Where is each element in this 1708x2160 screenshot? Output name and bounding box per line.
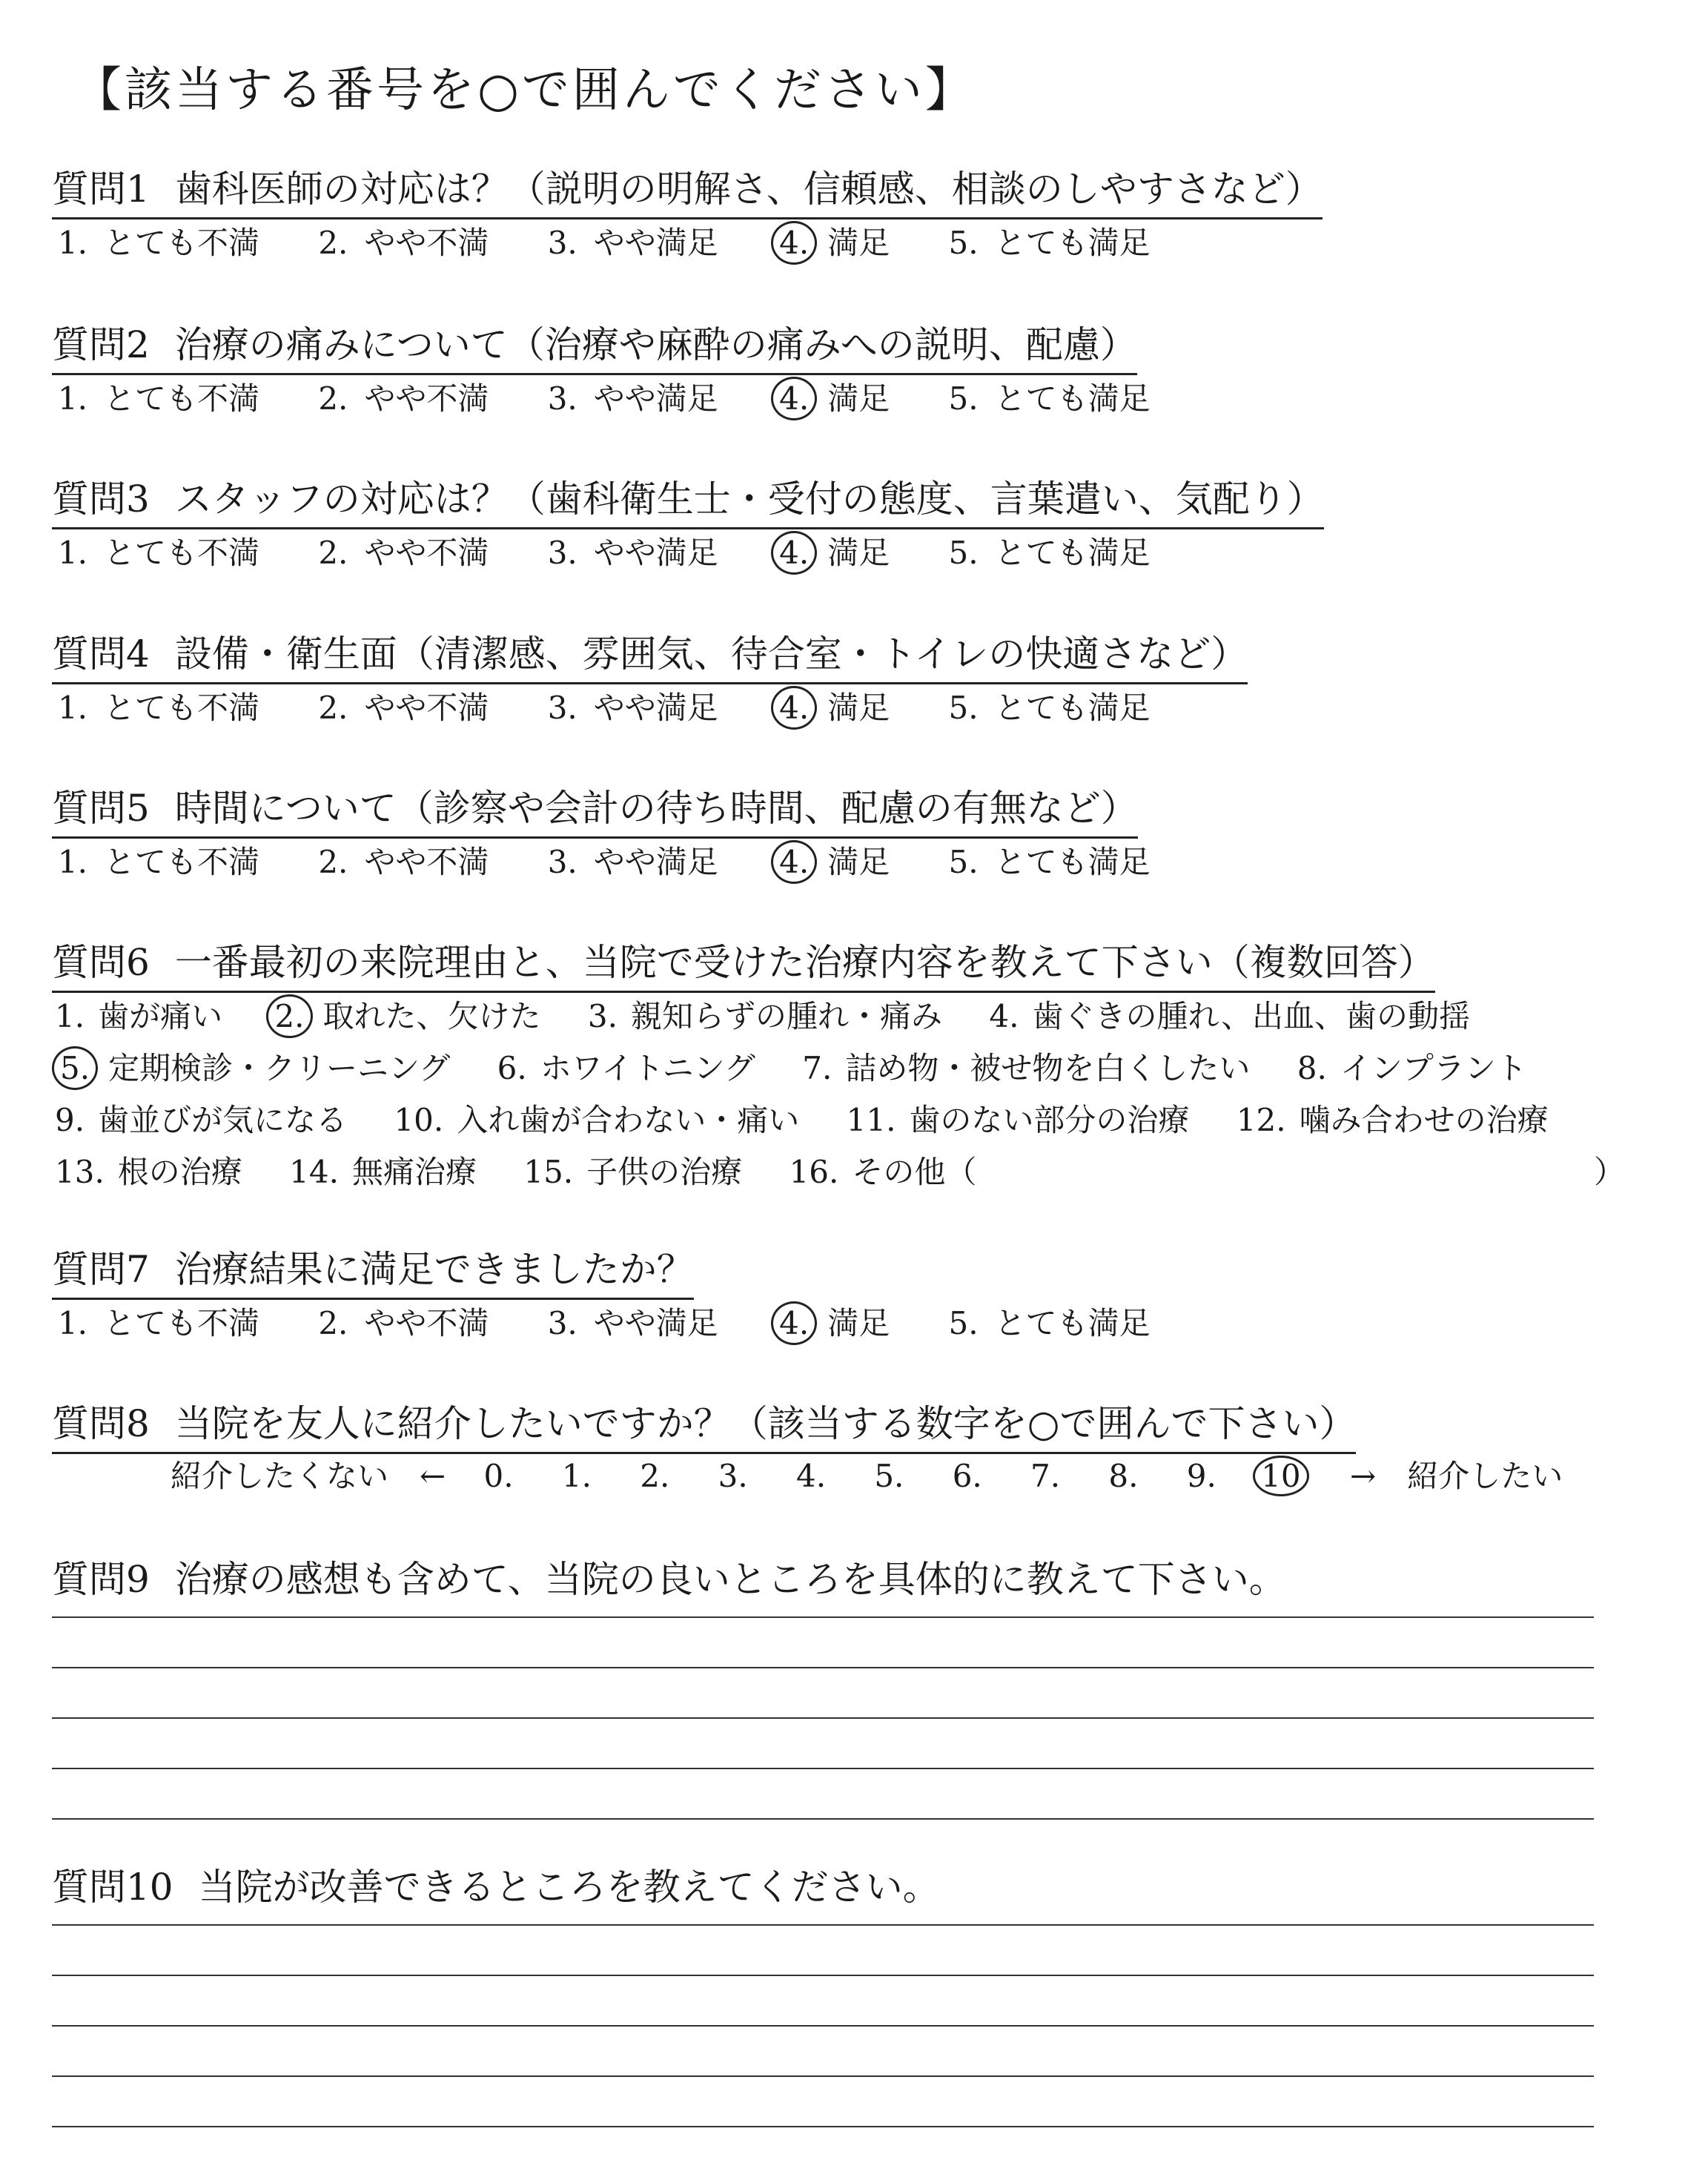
scale-value-2[interactable]: 2. [640,1458,670,1494]
option-number: 2. [318,225,348,261]
option-label: 満足 [827,1305,890,1341]
option-number: 5. [948,690,979,726]
question-1-options [52,219,1194,265]
option-label: やや不満 [364,225,489,261]
option-number-circled: 4. [771,221,817,265]
recommend-scale [156,1452,1578,1496]
q3-option-5[interactable] [943,529,1151,573]
option-label: 根の治療 [117,1154,242,1190]
q6-option-1[interactable] [52,992,222,1037]
question-7-heading [52,1240,694,1300]
question-9-text: 治療の感想も含めて、当院の良いところを具体的に教えて下さい。 [174,1558,1286,1601]
q2-option-4-selected[interactable] [771,374,890,420]
option-number: 11. [846,1102,896,1138]
option-label: 親知らずの腫れ・痛み [630,998,942,1034]
option-number: 14. [289,1154,339,1190]
question-5-heading [52,779,1138,839]
q4-option-2[interactable] [312,684,489,728]
q6-option-15[interactable] [520,1148,742,1192]
option-number: 3. [547,380,577,417]
q5-option-4-selected[interactable] [771,838,890,884]
option-label: その他（ [852,1154,977,1190]
question-4-options [52,684,1194,730]
scale-value-3[interactable]: 3. [718,1458,748,1494]
option-label: 満足 [827,380,890,417]
question-9-number: 質問9 [52,1558,150,1601]
scale-low-label: 紹介したくない [171,1458,389,1494]
option-label: やや満足 [593,380,718,417]
q6-option-14[interactable] [286,1148,477,1192]
q6-option-4[interactable] [986,992,1470,1037]
left-arrow-icon: ← [420,1458,446,1494]
question-4-text: 設備・衛生面（清潔感、雰囲気、待合室・トイレの快適さなど） [174,633,1248,676]
question-6-heading [52,933,1435,993]
option-number: 1. [57,1305,88,1341]
q3-option-2[interactable] [312,529,489,573]
option-label: とても満足 [994,690,1151,726]
q6-option-9[interactable] [52,1096,347,1140]
q6-option-8[interactable] [1294,1044,1527,1089]
option-number: 2. [318,535,348,571]
q2-option-1[interactable] [52,374,259,419]
question-6-number: 質問6 [52,941,150,984]
option-number: 1. [57,535,88,571]
option-number: 16. [789,1154,839,1190]
option-number: 2. [318,380,348,417]
option-label: 子供の治療 [586,1154,743,1190]
scale-value-7[interactable]: 7. [1030,1458,1061,1494]
q1-option-2[interactable] [312,219,489,263]
option-label: やや不満 [364,535,489,571]
option-number: 4. [989,998,1019,1034]
question-10-heading [52,1857,940,1915]
option-label: とても不満 [104,380,260,417]
question-3-options [52,529,1194,575]
q6-option-12[interactable] [1234,1096,1549,1140]
question-4-number: 質問4 [52,633,150,676]
option-label: やや不満 [364,1305,489,1341]
question-8-heading [52,1394,1356,1454]
q7-option-5[interactable] [943,1299,1151,1344]
question-7-options [52,1299,1194,1345]
question-3-heading [52,469,1324,529]
q2-option-5[interactable] [943,374,1151,419]
option-label: とても不満 [104,535,260,571]
option-number: 5. [948,380,979,417]
option-label: やや不満 [364,690,489,726]
option-number-circled: 4. [771,531,817,575]
q4-option-3[interactable] [542,684,718,728]
option-label: やや不満 [364,844,489,880]
option-number-circled: 4. [771,840,817,884]
answer-line[interactable] [52,1924,1594,1926]
option-number: 3. [547,225,577,261]
option-number: 3. [547,844,577,880]
q6-option-7[interactable] [799,1044,1250,1089]
question-3-number: 質問3 [52,478,150,521]
option-label: とても満足 [994,1305,1151,1341]
question-9-heading [52,1550,1286,1608]
question-2-options [52,374,1194,420]
option-number: 15. [523,1154,574,1190]
option-label: とても満足 [994,844,1151,880]
q4-option-5[interactable] [943,684,1151,728]
q1-option-3[interactable] [542,219,718,263]
answer-line[interactable] [52,2025,1594,2027]
option-number: 9. [55,1102,85,1138]
q1-option-4-selected[interactable] [771,219,890,265]
question-1-text: 歯科医師の対応は？（説明の明解さ、信頼感、相談のしやすさなど） [174,168,1323,211]
option-number: 5. [948,225,979,261]
answer-line[interactable] [52,1768,1594,1769]
option-number-circled: 5. [52,1046,98,1090]
scale-value-10-selected[interactable]: 10 [1253,1456,1308,1496]
q2-option-3[interactable] [542,374,718,419]
option-label: とても満足 [994,535,1151,571]
q7-option-2[interactable] [312,1299,489,1344]
q2-option-2[interactable] [312,374,489,419]
option-number: 2. [318,844,348,880]
option-label: とても不満 [104,844,260,880]
question-5-number: 質問5 [52,787,150,830]
question-8-number: 質問8 [52,1402,150,1445]
question-5-options [52,838,1194,884]
right-arrow-icon: → [1349,1458,1377,1494]
q6-option-16[interactable] [787,1148,977,1192]
other-close-paren: ） [1594,1154,1626,1190]
option-label: やや満足 [593,535,718,571]
question-1-heading [52,159,1323,219]
q6-option-6[interactable] [494,1044,755,1089]
q7-option-4-selected[interactable] [771,1299,890,1345]
option-number: 3. [547,535,577,571]
answer-line[interactable] [52,1818,1594,1820]
option-number-circled: 4. [771,377,817,420]
q6-option-10[interactable] [391,1096,799,1140]
q6-option-11[interactable] [844,1096,1190,1140]
q5-option-5[interactable] [943,838,1151,882]
option-number: 2. [318,690,348,726]
question-4-heading [52,624,1248,684]
option-label: とても満足 [994,380,1151,417]
option-label: 取れた、欠けた [322,998,541,1034]
q1-option-5[interactable] [943,219,1151,263]
option-label: とても不満 [104,690,260,726]
q3-option-4-selected[interactable] [771,529,890,575]
question-3-text: スタッフの対応は？（歯科衛生士・受付の態度、言葉遣い、気配り） [174,478,1324,521]
option-number: 1. [57,380,88,417]
question-1-number: 質問1 [52,168,150,211]
q1-option-1[interactable] [52,219,259,263]
option-label: 定期検診・クリーニング [108,1050,451,1086]
scale-value-8[interactable]: 8. [1108,1458,1139,1494]
option-label: やや満足 [593,844,718,880]
q6-option-13[interactable] [52,1148,242,1192]
q6-option-2-selected[interactable] [266,992,540,1038]
option-label: やや満足 [593,225,718,261]
q5-option-3[interactable] [542,838,718,882]
answer-line[interactable] [52,1717,1594,1719]
option-label: やや不満 [364,380,489,417]
q5-option-1[interactable] [52,838,259,882]
option-number: 12. [1236,1102,1286,1138]
question-2-heading [52,315,1137,375]
scale-value-5[interactable]: 5. [874,1458,904,1494]
option-label: 満足 [827,225,890,261]
option-label: 満足 [827,844,890,880]
option-number: 6. [497,1050,527,1086]
option-label: インプラント [1340,1050,1527,1086]
option-number: 5. [948,535,979,571]
option-label: とても不満 [104,225,260,261]
option-number-circled: 4. [771,1301,817,1345]
option-number: 3. [547,1305,577,1341]
option-number: 5. [948,1305,979,1341]
answer-line[interactable] [52,2075,1594,2077]
scale-value-1[interactable]: 1. [561,1458,592,1494]
scale-value-0[interactable]: 0. [483,1458,514,1494]
option-number-circled: 2. [266,994,312,1038]
question-2-text: 治療の痛みについて（治療や麻酔の痛みへの説明、配慮） [174,323,1137,366]
option-number: 1. [55,998,85,1034]
option-label: 歯並びが気になる [98,1102,348,1138]
question-6-text: 一番最初の来院理由と、当院で受けた治療内容を教えて下さい（複数回答） [174,941,1435,984]
option-number: 1. [57,225,88,261]
option-label: 満足 [827,535,890,571]
option-label: 無痛治療 [351,1154,477,1190]
option-number: 7. [802,1050,833,1086]
option-label: ホワイトニング [540,1050,755,1086]
q3-option-3[interactable] [542,529,718,573]
question-2-number: 質問2 [52,323,150,366]
option-number: 5. [948,844,979,880]
option-number: 1. [57,690,88,726]
q4-option-4-selected[interactable] [771,684,890,730]
question-8-text: 当院を友人に紹介したいですか？（該当する数字を○で囲んで下さい） [174,1402,1357,1445]
q7-option-1[interactable] [52,1299,259,1344]
option-label: 満足 [827,690,890,726]
option-number: 2. [318,1305,348,1341]
answer-line[interactable] [52,2126,1594,2127]
question-5-text: 時間について（診察や会計の待ち時間、配慮の有無など） [174,787,1138,830]
q4-option-1[interactable] [52,684,259,728]
q6-option-5-selected[interactable] [52,1044,450,1090]
scale-high-label: 紹介したい [1407,1458,1563,1494]
option-label: 入れ歯が合わない・痛い [457,1102,800,1138]
option-number: 13. [55,1154,105,1190]
scale-value-4[interactable]: 4. [795,1458,827,1494]
q5-option-2[interactable] [312,838,489,882]
scale-value-9[interactable]: 9. [1186,1458,1217,1494]
q6-option-3[interactable] [585,992,942,1037]
option-label: 詰め物・被せ物を白くしたい [845,1050,1251,1086]
q7-option-3[interactable] [542,1299,718,1344]
option-number: 1. [57,844,88,880]
answer-line[interactable] [52,1975,1594,1976]
option-number: 8. [1297,1050,1327,1086]
option-label: 歯のない部分の治療 [909,1102,1190,1138]
question-10-number: 質問10 [52,1866,173,1909]
answer-line[interactable] [52,1616,1594,1618]
scale-value-6[interactable]: 6. [952,1458,982,1494]
answer-line[interactable] [52,1667,1594,1668]
option-label: 歯が痛い [98,998,223,1034]
option-label: 歯ぐきの腫れ、出血、歯の動揺 [1032,998,1470,1034]
question-7-text: 治療結果に満足できましたか？ [174,1248,694,1291]
option-number: 3. [587,998,618,1034]
page-title: 【該当する番号を○で囲んでください】 [74,63,976,118]
option-label: とても不満 [104,1305,260,1341]
q3-option-1[interactable] [52,529,259,573]
option-label: やや満足 [593,1305,718,1341]
question-10-text: 当院が改善できるところを教えてください。 [198,1866,940,1909]
option-number: 10. [394,1102,444,1138]
option-label: 噛み合わせの治療 [1299,1102,1549,1138]
option-number: 3. [547,690,577,726]
option-label: やや満足 [593,690,718,726]
option-label: とても満足 [994,225,1151,261]
question-7-number: 質問7 [52,1248,150,1291]
option-number-circled: 4. [771,686,817,730]
